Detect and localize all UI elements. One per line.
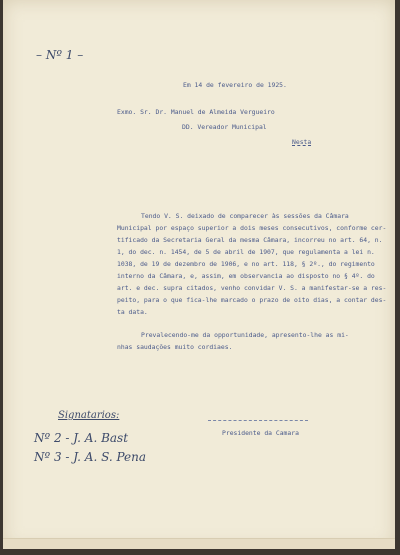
- recipient-location: Nesta: [292, 138, 312, 146]
- paragraph-1-line: ta data.: [117, 308, 148, 316]
- number-mark: – Nº 1 –: [36, 48, 84, 62]
- paragraph-2-line: Prevalecendo-me da opportunidade, apresento-lhe as mi-: [141, 331, 349, 339]
- paragraph-1-line: art. e dec. supra citados, venho convidar V. S. a manifestar-se a res-: [117, 284, 387, 292]
- paragraph-2-line: nhas saudações muito cordiaes.: [117, 343, 233, 351]
- paragraph-1-line: interno da Câmara, e, assim, em observancia ao disposto no § 4º. do: [117, 272, 375, 280]
- annotation-line-1: Nº 2 - J. A. Bast: [34, 431, 129, 445]
- signature-title: Presidente da Camara: [222, 429, 299, 437]
- annotation-line-2: Nº 3 - J. A. S. Pena: [34, 450, 147, 464]
- paragraph-1-line: 1038, de 19 de dezembro de 1906, e no art. 118, § 2º., do regimento: [117, 260, 375, 268]
- paragraph-1-line: tificado da Secretaria Geral da mesma Câmara, incorreu no art. 64, n.: [117, 236, 383, 244]
- paragraph-1-line: 1, do dec. n. 1454, de 5 de abril de 1907, que regulamenta a lei n.: [117, 248, 375, 256]
- page-fold: [3, 538, 395, 549]
- paragraph-1-line: Tendo V. S. deixado de comparecer às sessões da Câmara: [141, 212, 349, 220]
- paragraph-1-line: Municipal por espaço superior a dois meses consecutivos, conforme cer-: [117, 224, 387, 232]
- paragraph-1-line: peito, para o que fica-lhe marcado o prazo de oito dias, a contar des-: [117, 296, 387, 304]
- signature-line: [208, 420, 308, 421]
- letter-date: Em 14 de fevereiro de 1925.: [183, 81, 287, 89]
- recipient-title: DD. Vereador Municipal: [182, 123, 267, 131]
- annotation-heading: Signatarios:: [58, 410, 120, 421]
- recipient-name: Exmo. Sr. Dr. Manuel de Almeida Vergueiro: [117, 108, 275, 116]
